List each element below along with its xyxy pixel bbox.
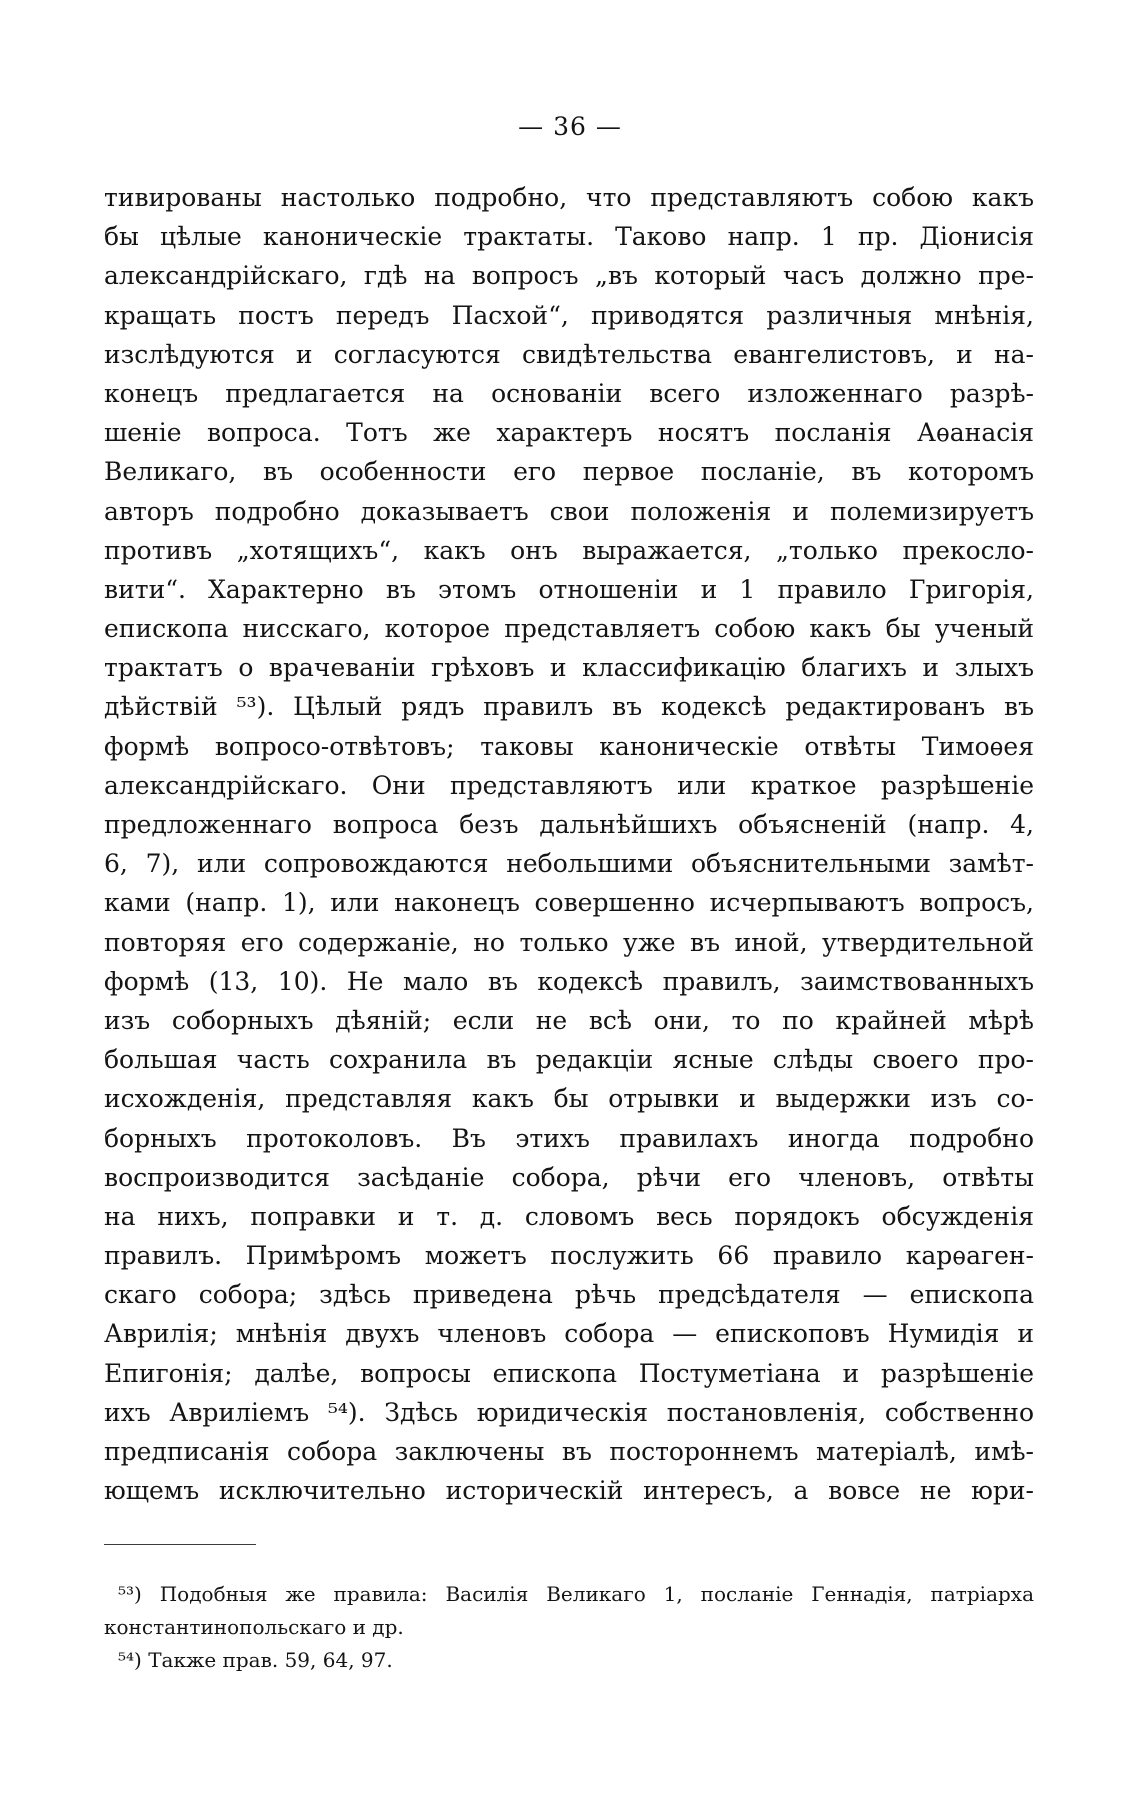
text-line: исхожденія, представляя какъ бы отрывки и выдержки изъ со- [104,1084,1034,1114]
text-line: предписанія собора заключены въ постороннемъ матеріалѣ, имѣ- [104,1437,1034,1466]
text-line: противъ „хотящихъ“, какъ онъ выражается, „только прекосло- [104,535,1034,565]
footnote-divider [104,1544,256,1545]
text-line: авторъ подробно доказываетъ свои положенія и полемизируетъ [104,496,1034,526]
text-line: Великаго, въ особенности его первое посланіе, въ которомъ [104,457,1034,487]
text-line: шеніе вопроса. Тотъ же характеръ носятъ посланія Аѳанасія [104,418,1034,448]
text-line: правилъ. Примѣромъ можетъ послужить 66 правило карѳаген- [104,1241,1034,1271]
text-line: александрійскаго, гдѣ на вопросъ „въ который часъ должно пре- [104,261,1034,291]
text-line: воспроизводится засѣданіе собора, рѣчи его членовъ, отвѣты [104,1162,1034,1192]
footnote-53: ⁵³) Подобныя же правила: Василія Великаго 1, посланіе Геннадія, патріарха [118,1582,1034,1606]
footnote-54: ⁵⁴) Также прав. 59, 64, 97. [118,1648,393,1672]
text-line: ками (напр. 1), или наконецъ совершенно исчерпываютъ вопросъ, [104,888,1034,918]
body-text [104,178,1034,1510]
text-line: изъ соборныхъ дѣяній; если не всѣ они, то по крайней мѣрѣ [104,1005,1034,1035]
text-line: формѣ вопросо-отвѣтовъ; таковы каноническіе отвѣты Тимоѳея [104,731,1034,761]
text-line: Епигонія; далѣе, вопросы епископа Постуметіана и разрѣшеніе [104,1358,1034,1388]
text-line: тивированы настолько подробно, что представляютъ собою какъ [104,183,1034,212]
text-line: повторяя его содержаніе, но только уже въ иной, утвердительной [104,927,1034,957]
text-line: на нихъ, поправки и т. д. словомъ весь порядокъ обсужденія [104,1201,1034,1231]
text-line: вити“. Характерно въ этомъ отношеніи и 1 правило Григорія, [104,574,1034,604]
text-line: ихъ Авриліемъ ⁵⁴). Здѣсь юридическія постановленія, собственно [104,1397,1034,1427]
text-line: дѣйствій ⁵³). Цѣлый рядъ правилъ въ кодексѣ редактированъ въ [104,692,1034,722]
text-line: александрійскаго. Они представляютъ или краткое разрѣшеніе [104,770,1034,800]
text-line: формѣ (13, 10). Не мало въ кодексѣ правилъ, заимствованныхъ [104,966,1034,996]
text-line: бы цѣлые каноническіе трактаты. Таково напр. 1 пр. Діонисія [104,222,1034,252]
text-line: большая часть сохранила въ редакціи ясные слѣды своего про- [104,1045,1034,1075]
footnotes [104,1578,1034,1677]
text-line: епископа нисскаго, которое представляетъ собою какъ бы ученый [104,614,1034,644]
text-line: 6, 7), или сопровождаются небольшими объяснительными замѣт- [104,849,1034,879]
text-line: конецъ предлагается на основаніи всего изложеннаго разрѣ- [104,378,1034,408]
text-line: изслѣдуются и согласуются свидѣтельства евангелистовъ, и на- [104,339,1034,369]
text-line: кращать постъ передъ Пасхой“, приводятся различныя мнѣнія, [104,300,1034,330]
footnote-53-continued: константинопольскаго и др. [104,1615,404,1639]
text-line: трактатъ о врачеваніи грѣховъ и классификацію благихъ и злыхъ [104,653,1034,683]
text-line: борныхъ протоколовъ. Въ этихъ правилахъ иногда подробно [104,1123,1034,1153]
page-number: — 36 — [518,112,622,141]
text-line: предложеннаго вопроса безъ дальнѣйшихъ объясненій (напр. 4, [104,810,1034,839]
text-line: ющемъ исключительно историческій интересъ, а вовсе не юри- [104,1476,1034,1506]
text-line: Аврилія; мнѣнія двухъ членовъ собора — епископовъ Нумидія и [104,1319,1034,1349]
text-line: скаго собора; здѣсь приведена рѣчь предсѣдателя — епископа [104,1280,1034,1310]
